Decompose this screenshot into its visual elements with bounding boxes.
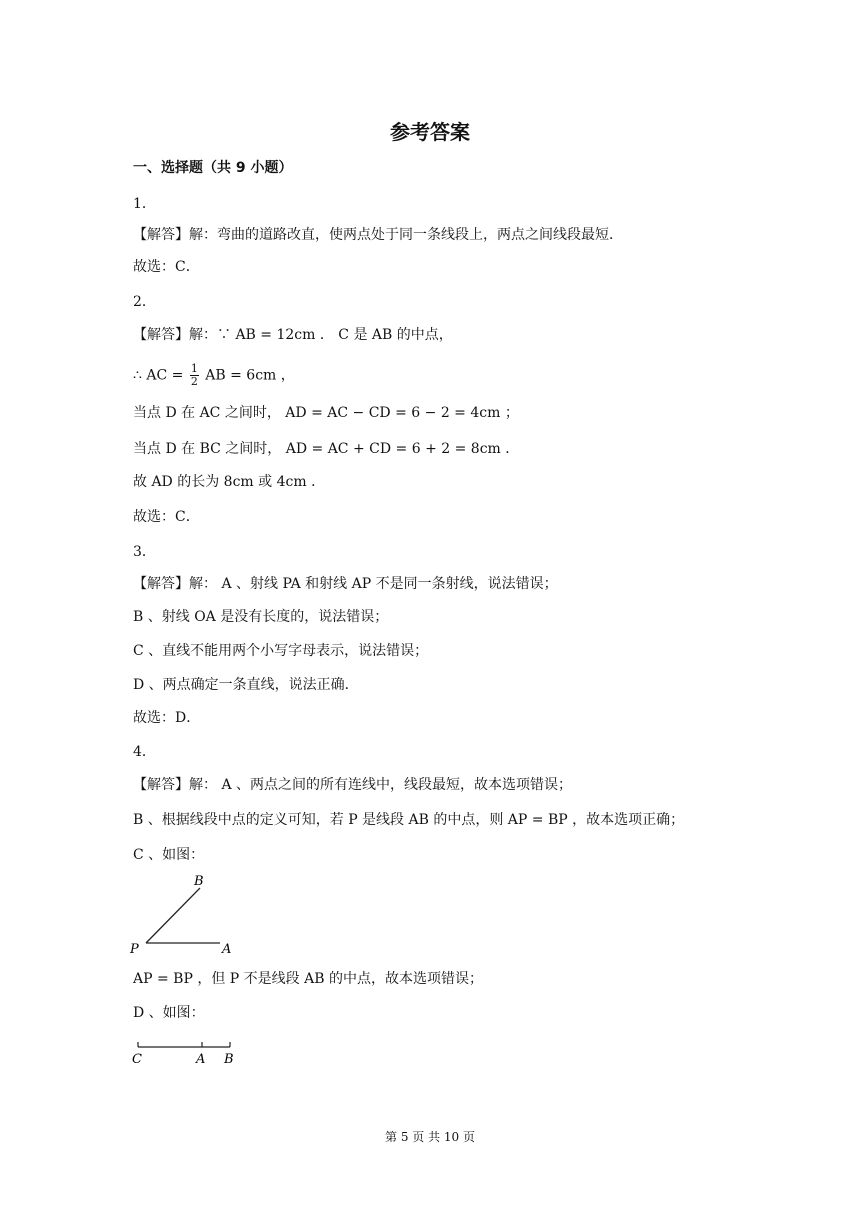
q2-line5: 故 AD 的长为 8cm 或 4cm ．	[133, 474, 326, 490]
section-heading: 一、选择题（共 9 小题）	[133, 160, 293, 176]
q4-line3: C 、如图：	[133, 847, 205, 863]
q2-choice: 故选：C．	[133, 509, 200, 525]
fraction-denominator: 2	[190, 375, 198, 388]
q3-line3: C 、直线不能用两个小写字母表示，说法错误；	[133, 643, 429, 659]
q1-answer: 【解答】解：弯曲的道路改直，使两点处于同一条线段上，两点之间线段最短．	[133, 227, 623, 243]
q3-number: 3．	[133, 544, 156, 560]
label-c: C	[132, 1052, 142, 1067]
q4-line1: 【解答】解： A 、两点之间的所有连线中，线段最短，故本选项错误；	[133, 777, 573, 793]
q4-line5: D 、如图：	[133, 1005, 205, 1021]
q4-line4: AP = BP ，但 P 不是线段 AB 的中点，故本选项错误；	[133, 971, 483, 987]
q1-number: 1．	[133, 196, 156, 212]
q2-line2	[133, 363, 295, 388]
segment-pb	[146, 888, 200, 943]
q3-choice: 故选：D．	[133, 710, 201, 726]
segment-figure	[128, 1032, 243, 1068]
q3-line1: 【解答】解： A 、射线 PA 和射线 AP 不是同一条射线，说法错误；	[133, 576, 558, 592]
label-a: A	[222, 942, 232, 957]
fraction-numerator: 1	[190, 362, 198, 375]
q2-line2-prefix: ∴ AC =	[133, 367, 184, 384]
q3-line4: D 、两点确定一条直线，说法正确．	[133, 677, 359, 693]
q2-line3: 当点 D 在 AC 之间时， AD = AC − CD = 6 − 2 = 4cm ；	[133, 405, 519, 421]
q2-line1: 【解答】解：∵ AB = 12cm ． C 是 AB 的中点，	[133, 327, 453, 343]
q4-line2: B 、根据线段中点的定义可知，若 P 是线段 AB 的中点，则 AP = BP ，故本选项正确；	[133, 812, 685, 828]
q3-line2: B 、射线 OA 是没有长度的，说法错误；	[133, 609, 389, 625]
label-b: B	[194, 874, 204, 889]
page-title: 参考答案	[390, 120, 470, 144]
q2-number: 2．	[133, 294, 156, 310]
angle-figure	[128, 872, 238, 958]
fraction	[190, 363, 199, 388]
q1-choice: 故选：C．	[133, 259, 200, 275]
q2-line2-suffix: AB = 6cm ，	[205, 367, 295, 384]
label-p: P	[130, 942, 139, 957]
q4-number: 4．	[133, 744, 156, 760]
page-footer: 第 5 页 共 10 页	[385, 1130, 475, 1144]
label-a: A	[196, 1052, 206, 1067]
q2-line4: 当点 D 在 BC 之间时， AD = AC + CD = 6 + 2 = 8cm ．	[133, 441, 520, 457]
label-b: B	[224, 1052, 234, 1067]
